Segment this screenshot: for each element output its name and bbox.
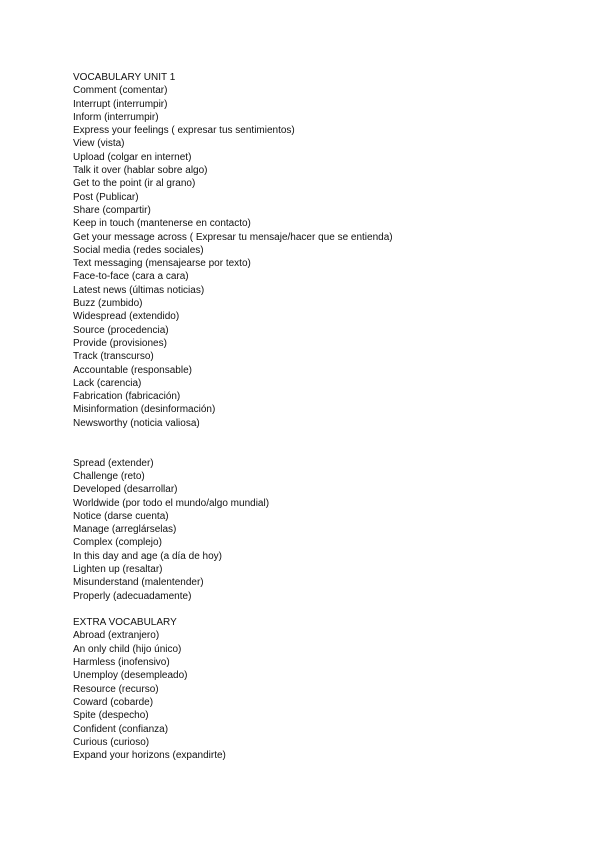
vocab-item: An only child (hijo único): [73, 643, 182, 655]
vocab-item: Coward (cobarde): [73, 696, 154, 708]
vocab-item: Notice (darse cuenta): [73, 510, 169, 522]
vocab-item: Spread (extender): [73, 457, 154, 469]
vocab-item: Text messaging (mensajearse por texto): [73, 258, 251, 270]
vocab-item: Source (procedencia): [73, 324, 169, 336]
vocab-item: Upload (colgar en internet): [73, 151, 192, 163]
vocab-item: Comment (comentar): [73, 85, 168, 97]
vocab-item: Confident (confianza): [73, 723, 169, 735]
vocab-item: Resource (recurso): [73, 683, 159, 695]
vocabulary-list-extra: [73, 629, 573, 762]
vocab-item: Social media (redes sociales): [73, 244, 204, 256]
section-spacer: [73, 603, 573, 616]
vocab-item: View (vista): [73, 138, 125, 150]
vocab-item: Properly (adecuadamente): [73, 590, 192, 602]
vocab-item: Post (Publicar): [73, 191, 139, 203]
vocab-item: Spite (despecho): [73, 710, 149, 722]
vocabulary-list-unit-1: [73, 84, 573, 430]
vocab-item: Newsworthy (noticia valiosa): [73, 417, 200, 429]
vocab-item: Latest news (últimas noticias): [73, 284, 205, 296]
vocab-item: Interrupt (interrumpir): [73, 98, 168, 110]
vocab-item: Expand your horizons (expandirte): [73, 750, 226, 762]
vocab-item: Lighten up (resaltar): [73, 563, 163, 575]
vocab-item: Developed (desarrollar): [73, 484, 178, 496]
vocab-item: Lack (carencia): [73, 377, 142, 389]
vocab-item: In this day and age (a día de hoy): [73, 550, 222, 562]
vocab-item: Inform (interrumpir): [73, 111, 159, 123]
document-content: [73, 71, 573, 762]
vocab-item: Provide (provisiones): [73, 337, 167, 349]
vocab-item: Challenge (reto): [73, 470, 145, 482]
vocab-item: Manage (arreglárselas): [73, 524, 177, 536]
vocab-item: Get your message across ( Expresar tu mensaje/hacer que se entienda): [73, 231, 393, 243]
vocab-item: Harmless (inofensivo): [73, 657, 170, 669]
vocab-item: Abroad (extranjero): [73, 630, 160, 642]
vocab-item: Worldwide (por todo el mundo/algo mundial): [73, 497, 270, 509]
vocab-item: Keep in touch (mantenerse en contacto): [73, 218, 251, 230]
vocab-item: Get to the point (ir al grano): [73, 178, 196, 190]
vocabulary-list-continued: [73, 457, 573, 603]
vocab-item: Buzz (zumbido): [73, 298, 143, 310]
vocab-item: Track (transcurso): [73, 351, 154, 363]
vocab-item: Misunderstand (malentender): [73, 577, 204, 589]
vocab-item: Curious (curioso): [73, 736, 150, 748]
vocab-item: Face-to-face (cara a cara): [73, 271, 189, 283]
vocab-item: Unemploy (desempleado): [73, 670, 188, 682]
vocab-item: Fabrication (fabricación): [73, 391, 181, 403]
vocab-item: Talk it over (hablar sobre algo): [73, 165, 208, 177]
vocab-item: Complex (complejo): [73, 537, 162, 549]
section-title-extra-vocabulary: EXTRA VOCABULARY: [73, 617, 177, 629]
section-spacer: [73, 430, 573, 457]
vocab-item: Share (compartir): [73, 204, 151, 216]
vocab-item: Accountable (responsable): [73, 364, 192, 376]
vocab-item: Express your feelings ( expresar tus sentimientos): [73, 125, 295, 137]
section-title-vocabulary-unit-1: VOCABULARY UNIT 1: [73, 72, 176, 83]
vocab-item: Misinformation (desinformación): [73, 404, 216, 416]
vocab-item: Widespread (extendido): [73, 311, 180, 323]
